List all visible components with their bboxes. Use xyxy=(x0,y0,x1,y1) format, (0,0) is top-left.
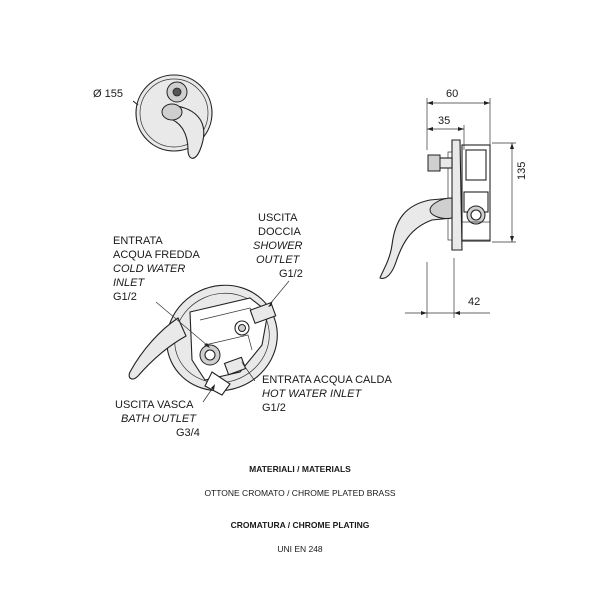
hot-inlet-en: HOT WATER INLET xyxy=(262,388,362,400)
dimension-35-label: 35 xyxy=(438,115,451,127)
hot-inlet-it: ENTRATA ACQUA CALDA xyxy=(262,374,392,386)
shower-outlet-size: G1/2 xyxy=(279,268,303,280)
bath-outlet-en: BATH OUTLET xyxy=(121,413,196,425)
materials-title: MATERIALI / MATERIALS xyxy=(249,464,351,474)
plating-title: CROMATURA / CHROME PLATING xyxy=(230,520,370,530)
shower-outlet-it-1: USCITA xyxy=(258,212,298,224)
materials-value: OTTONE CROMATO / CHROME PLATED BRASS xyxy=(204,488,396,498)
dimension-60-label: 60 xyxy=(446,88,459,100)
dimension-135-label: 135 xyxy=(516,161,528,180)
diameter-label: Ø 155 xyxy=(93,88,123,100)
cold-inlet-size: G1/2 xyxy=(113,291,137,303)
shower-outlet-en-2: OUTLET xyxy=(256,254,300,266)
dimension-42-label: 42 xyxy=(468,296,481,308)
bath-outlet-it: USCITA VASCA xyxy=(115,399,194,411)
front-view-mixer xyxy=(136,75,212,158)
cold-inlet-en-2: INLET xyxy=(113,277,145,289)
side-view-mixer xyxy=(380,140,490,278)
cold-inlet-en-1: COLD WATER xyxy=(113,263,186,275)
cold-inlet-it-1: ENTRATA xyxy=(113,235,163,247)
plating-value: UNI EN 248 xyxy=(277,544,323,554)
cold-inlet-it-2: ACQUA FREDDA xyxy=(113,249,200,261)
bath-outlet-size: G3/4 xyxy=(176,427,200,439)
shower-outlet-en-1: SHOWER xyxy=(253,240,303,252)
shower-outlet-it-2: DOCCIA xyxy=(258,226,301,238)
hot-inlet-size: G1/2 xyxy=(262,402,286,414)
